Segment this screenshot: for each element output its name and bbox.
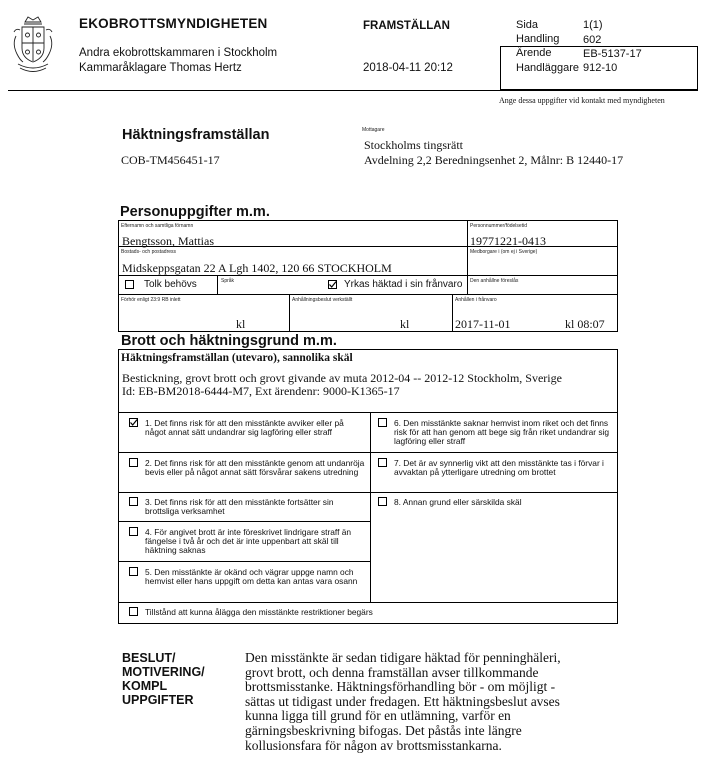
case-id: COB-TM456451-17: [121, 153, 220, 167]
absentia-label: Yrkas häktad i sin frånvaro: [344, 279, 463, 290]
handling-value: 602: [583, 34, 602, 46]
checkmark-icon: [129, 418, 138, 427]
section-title-crime: Brott och häktningsgrund m.m.: [121, 333, 337, 349]
name-label: Efternamn och samtliga förnamn: [121, 223, 194, 229]
checkmark-icon: [328, 280, 337, 289]
ground-8-text: 8. Annan grund eller särskilda skäl: [394, 497, 522, 507]
ground-3-checkbox[interactable]: [129, 497, 138, 506]
doc-datetime: 2018-04-11 20:12: [363, 62, 453, 74]
franvaro-time: kl 08:07: [565, 317, 605, 331]
agency-logo: [8, 14, 58, 76]
decision-text-line: kollusionsfara för någon av brottsmisstankarna.: [245, 737, 502, 753]
language-label: Språk: [221, 278, 235, 284]
forhor-label: Förhör enligt 23:9 RB inlett: [121, 297, 181, 303]
doc-type: FRAMSTÄLLAN: [363, 20, 450, 32]
decision-text-line: kunna ligga till grund för en utlämning, varför en: [245, 708, 511, 724]
ground-6-text: 6. Den misstänkte saknar hemvist inom riket och det finns risk för att han genom att bege sig från riket undandrar sig lagföring eller straff: [394, 418, 610, 446]
person-name: Bengtsson, Mattias: [122, 234, 214, 248]
interpreter-checkbox[interactable]: [125, 280, 134, 289]
decision-text-line: gärningsbeskrivning bifogas. Det påstås inte längre: [245, 722, 522, 738]
decision-label: [122, 651, 205, 707]
court-name: Stockholms tingsrätt: [364, 138, 463, 152]
sida-value: 1(1): [583, 19, 603, 31]
arende-value: EB-5137-17: [583, 48, 642, 60]
decision-label-line: MOTIVERING/: [122, 665, 205, 679]
decision-text-line: grovt brott, och denna framställan avser tillkommande: [245, 664, 539, 680]
crime-description-line2: Id: EB-BM2018-6444-M7, Ext ärendenr: 9000-K1365-17: [122, 384, 400, 398]
ground-2-text: 2. Det finns risk för att den misstänkte genom att undanröja bevis eller på något annat sätt försvårar sakens utredning: [145, 458, 365, 477]
citizenship-label: Medborgare i (om ej i Sverige): [470, 249, 538, 255]
ground-1-text: 1. Det finns risk för att den misstänkte avviker eller på något annat sätt undandrar sig lagföring eller straff: [145, 418, 344, 437]
decision-text-line: Den misstänkte är sedan tidigare häktad för penninghäleri,: [245, 650, 561, 665]
decision-text-line: brottsmisstanke. Häktningsförhandling bör - om möjligt -: [245, 679, 556, 695]
handling-label: Handling: [516, 33, 560, 45]
section-title-person: Personuppgifter m.m.: [120, 204, 270, 220]
page-title: Häktningsframställan: [122, 127, 270, 143]
ground-4-text: 4. För angivet brott är inte föreskrivet lindrigare straff än fängelse i två år och det är inte uppenbart att skäl till häktning saknas: [145, 527, 352, 555]
crime-description-line1: Bestickning, grovt brott och grovt givande av muta 2012-04 -- 2012-12 Stockholm, Sverige: [122, 371, 562, 385]
ground-4-checkbox[interactable]: [129, 527, 138, 536]
handlaggare-value: 912-10: [583, 62, 618, 74]
decision-label-line: UPPGIFTER: [122, 693, 194, 707]
ground-7-text: 7. Det är av synnerlig vikt att den misstänkte tas i förvar i avvaktan på ytterligare utredning om brottet: [394, 458, 604, 477]
mottagare-label: Mottagare: [362, 127, 385, 133]
court-unit: Avdelning 2,2 Beredningsenhet 2, Målnr: B 12440-17: [364, 153, 624, 167]
ground-6-checkbox[interactable]: [378, 418, 387, 427]
pnr-label: Personnummer/födelsetid: [470, 223, 527, 229]
handlaggare-label: Handläggare: [516, 62, 579, 74]
prosecutor-name: Kammaråklagare Thomas Hertz: [79, 62, 242, 74]
decision-label-line: BESLUT/: [122, 651, 176, 665]
anhall-label: Anhållningsbeslut verkställt: [292, 297, 353, 303]
anhall-kl: kl: [400, 317, 410, 331]
decision-text: [245, 651, 561, 753]
sida-label: Sida: [516, 19, 539, 31]
arende-label: Ärende: [516, 47, 552, 59]
ground-3-text: 3. Det finns risk för att den misstänkte fortsätter sin brottsliga verksamhet: [145, 497, 334, 516]
date-notified-label: Den anhållne föreslås: [470, 278, 519, 284]
absentia-checkbox[interactable]: [328, 280, 337, 289]
contact-note: Ange dessa uppgifter vid kontakt med myndigheten: [499, 96, 665, 105]
ground-8-checkbox[interactable]: [378, 497, 387, 506]
chamber-name: Andra ekobrottskammaren i Stockholm: [79, 47, 278, 59]
ground-7-checkbox[interactable]: [378, 458, 387, 467]
restrictions-checkbox[interactable]: [129, 607, 138, 616]
agency-name: EKOBROTTSMYNDIGHETEN: [79, 16, 268, 31]
ground-2-checkbox[interactable]: [129, 458, 138, 467]
restrictions-text: Tillstånd att kunna ålägga den misstänkte restriktioner begärs: [145, 607, 373, 617]
forhor-kl: kl: [236, 317, 246, 331]
decision-label-line: KOMPL: [122, 679, 168, 693]
interpreter-label: Tolk behövs: [144, 279, 197, 290]
crime-subheading: Häktningsframställan (utevaro), sannolika skäl: [121, 352, 353, 364]
address-label: Bostads- och postadress: [121, 249, 177, 255]
decision-text-line: sättas ut tidigast under fredagen. Ett häktningsbeslut avses: [245, 693, 560, 709]
franvaro-date: 2017-11-01: [455, 317, 511, 331]
header-rule: [8, 90, 698, 91]
ground-5-text: 5. Den misstänkte är okänd och vägrar uppge namn och hemvist eller hans uppgift om detta kan antas vara osann: [145, 567, 358, 586]
franvaro-label: Anhållen i frånvaro: [455, 297, 497, 303]
person-address: Midskeppsgatan 22 A Lgh 1402, 120 66 STOCKHOLM: [122, 261, 392, 275]
ground-1-checkbox[interactable]: [129, 418, 138, 427]
ground-5-checkbox[interactable]: [129, 567, 138, 576]
person-pnr: 19771221-0413: [470, 234, 546, 248]
